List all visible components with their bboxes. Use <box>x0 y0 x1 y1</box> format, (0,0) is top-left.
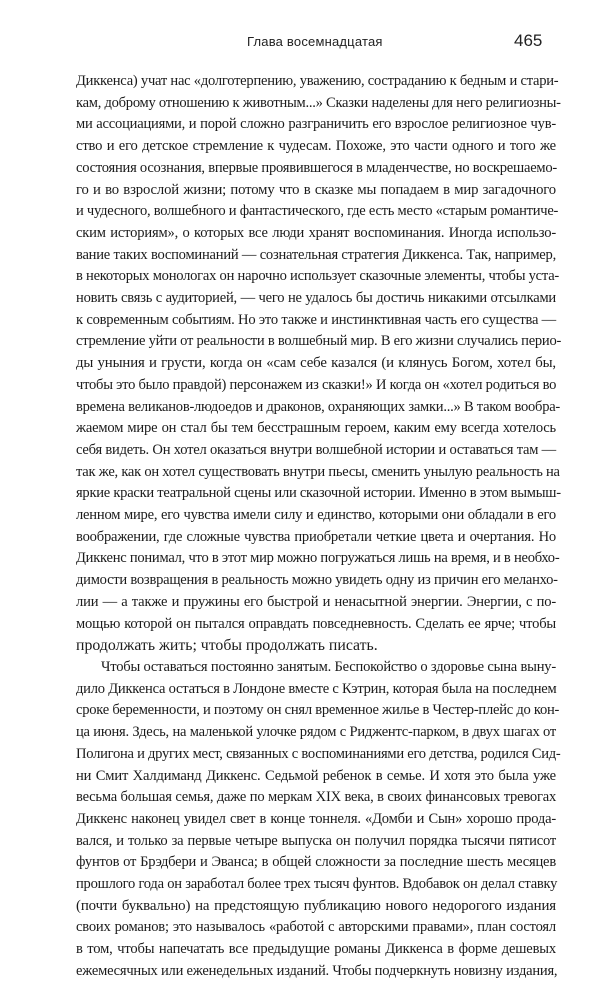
text-line: ни Смит Халдиманд Диккенс. Седьмой ребенок в семье. И хотя это была уже <box>76 767 556 784</box>
text-line: весьма большая семья, даже по меркам XIX века, в своих финансовых тревогах <box>76 789 556 806</box>
text-line: (почти буквально) на предстоящую публикацию нового недорогого издания <box>76 897 556 914</box>
paragraph <box>76 657 561 983</box>
text-line: ца июня. Здесь, на маленькой улочке рядом с Риджентс-парком, в двух шагах от <box>76 724 556 741</box>
text-line: в том, чтобы напечатать все предыдущие романы Диккенса в форме дешевых <box>76 941 556 958</box>
text-line: времена великанов-людоедов и драконов, охраняющих замки...» В таком вообра- <box>76 398 561 415</box>
text-line: фунтов от Брэдбери и Эванса; в общей сложности за последние шесть месяцев <box>76 854 556 871</box>
text-line: вался, и только за первые четыре выпуска он получил порядка тысячи пятисот <box>76 832 556 849</box>
text-line: мощью которой он пытался оправдать повседневность. Сделать ее ярче; чтобы <box>76 615 556 632</box>
text-line: Диккенс наконец увидел свет в конце тоннеля. «Домби и Сын» хорошо прода- <box>76 810 556 827</box>
page-number: 465 <box>514 31 543 50</box>
text-line: своих романов; это называлось «работой с авторскими правами», план состоял <box>76 919 556 936</box>
text-line: Полигона и других мест, связанных с воспоминаниями его детства, родился Сид- <box>76 745 561 762</box>
text-line: Диккенс понимал, что в этот мир можно погружаться лишь на время, и в необхо- <box>76 550 560 567</box>
text-line: в некоторых монологах он нарочно использует сказочные элементы, чтобы уста- <box>76 268 560 285</box>
text-line: го и во взрослой жизни; потому что в сказке мы попадаем в мир загадочного <box>76 181 556 198</box>
text-line: ми ассоциациями, и порой сложно разграничить его взрослое религиозное чув- <box>76 116 556 133</box>
text-line: ежемесячных или еженедельных изданий. Чтобы подчеркнуть новизну издания, <box>76 962 558 979</box>
text-line: яркие краски театральной сцены или сказочной истории. Именно в этом вымыш- <box>76 485 561 502</box>
text-line: кам, доброму отношению к животным...» Сказки наделены для него религиозны- <box>76 94 561 111</box>
text-line: жаемом мире он стал бы тем бесстрашным героем, каким ему всегда хотелось <box>76 420 556 437</box>
text-line: новить связь с аудиторией, — чего не удалось бы достичь никакими отсылками <box>76 290 556 307</box>
text-line: стремление уйти от реальности в волшебный мир. В его жизни случались перио- <box>76 333 562 350</box>
text-line: Диккенса) учат нас «долготерпению, уважению, состраданию к бедным и стари- <box>76 73 559 89</box>
text-line: ды уныния и грусти, когда он «сам себе казался (и клянусь Богом, хотел бы, <box>76 355 556 372</box>
text-line: лии — а также и пружины его быстрой и ненасытной энергии. Энергии, с по- <box>76 593 556 610</box>
text-line: к современным событиям. Но это также и инстинктивная часть его существа — <box>76 311 556 328</box>
text-line: ленном мире, его чувства имели силу и единство, которыми они обладали в его <box>76 507 556 524</box>
text-line: и чудесного, волшебного и фантастического, где есть место «старым романтиче- <box>76 203 559 220</box>
text-line: Чтобы оставаться постоянно занятым. Беспокойство о здоровье сына выну- <box>101 658 556 675</box>
text-line: так же, как он хотел существовать внутри пьесы, сменить унылую реальность на <box>76 463 560 480</box>
text-line: чтобы это было правдой) персонажем из сказки!» И когда он «хотел родиться во <box>76 376 557 393</box>
paragraph <box>76 71 562 657</box>
text-line: состояния осознания, впервые проявившегося в младенчестве, но воскрешаемо- <box>76 159 558 176</box>
text-line: себя видеть. Он хотел оказаться внутри волшебной истории и оставаться там — <box>76 441 556 458</box>
text-line: прошлого года он заработал более трех тысяч фунтов. Вдобавок он делал ставку <box>76 876 558 893</box>
text-line: продолжать жить; чтобы продолжать писать. <box>76 637 378 655</box>
text-line: ство и его детское стремление к чудесам. Похоже, это части одного и того же <box>76 138 556 155</box>
text-line: дило Диккенса остаться в Лондоне вместе с Кэтрин, которая была на последнем <box>76 680 557 697</box>
text-line: воображении, где сложные чувства приобретали четкие цвета и очертания. Но <box>76 528 556 545</box>
text-line: ским историям», о которых все люди хранят воспоминания. Иногда использо- <box>76 224 556 241</box>
text-line: сроке беременности, и поэтому он снял временное жилье в Честер-плейс до кон- <box>76 702 560 719</box>
text-line: димости возвращения в реальность можно увидеть одну из причин его меланхо- <box>76 572 558 589</box>
chapter-title: Глава восемнадцатая <box>247 34 383 49</box>
page-header <box>0 30 600 54</box>
text-line: вание таких воспоминаний — сознательная стратегия Диккенса. Так, например, <box>76 246 556 263</box>
body-text <box>76 71 562 983</box>
